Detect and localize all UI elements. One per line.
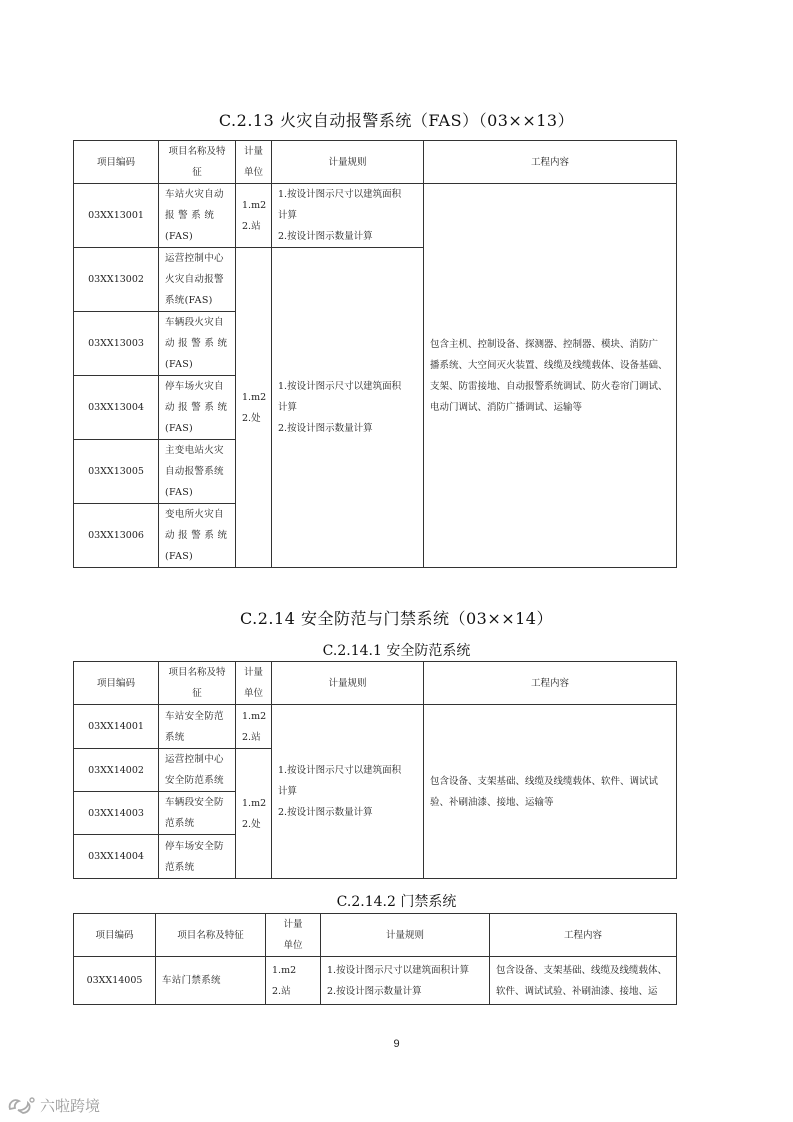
item-code: 03XX14004 [74,835,159,879]
section-title-security-access: C.2.14 安全防范与门禁系统（03××14） [239,609,553,628]
header-rule: 计量规则 [272,662,424,705]
header-content: 工程内容 [490,914,677,957]
fas-table [73,140,677,568]
header-name: 项目名称及特 征 [159,141,236,184]
item-name: 主变电站火灾 自动报警系统 (FAS) [159,440,236,504]
item-name: 运营控制中心 安全防范系统 [159,749,236,792]
table-row [74,705,677,749]
item-unit: 1.m2 2.处 [236,248,272,568]
item-code: 03XX14005 [74,957,156,1005]
item-name: 车辆段火灾自 动 报 警 系 统 (FAS) [159,312,236,376]
work-content: 包含设备、支架基础、线缆及线缆载体、软件、调试试 验、补刷油漆、接地、运输等 [424,705,677,879]
item-name: 车站火灾自动 报 警 系 统 (FAS) [159,184,236,248]
item-name: 车站安全防范 系统 [159,705,236,749]
item-rule: 1.按设计图示尺寸以建筑面积 计算 2.按设计图示数量计算 [272,248,424,568]
page-number: 9 [393,1038,400,1050]
item-code: 03XX14003 [74,792,159,835]
item-code: 03XX13005 [74,440,159,504]
header-rule: 计量规则 [272,141,424,184]
item-rule: 1.按设计图示尺寸以建筑面积 计算 2.按设计图示数量计算 [272,705,424,879]
watermark-logo-icon [6,1095,36,1115]
header-code: 项目编码 [74,914,156,957]
header-unit: 计量 单位 [266,914,321,957]
header-name: 项目名称及特 征 [159,662,236,705]
header-code: 项目编码 [74,141,159,184]
table-row [74,957,677,1005]
item-rule: 1.按设计图示尺寸以建筑面积计算 2.按设计图示数量计算 [321,957,490,1005]
item-name: 车站门禁系统 [156,957,266,1005]
table-header-row [74,914,677,957]
item-code: 03XX13001 [74,184,159,248]
item-name: 车辆段安全防 范系统 [159,792,236,835]
item-unit: 1.m2 2.站 [266,957,321,1005]
item-unit: 1.m2 2.站 [236,705,272,749]
header-name: 项目名称及特征 [156,914,266,957]
header-rule: 计量规则 [321,914,490,957]
item-code: 03XX13006 [74,504,159,568]
item-code: 03XX14002 [74,749,159,792]
item-unit: 1.m2 2.处 [236,749,272,879]
header-unit: 计量 单位 [236,141,272,184]
section-title-fas: C.2.13 火灾自动报警系统（FAS）（03××13） [218,111,575,130]
item-rule: 1.按设计图示尺寸以建筑面积 计算 2.按设计图示数量计算 [272,184,424,248]
watermark-text: 六啦跨境 [40,1096,101,1115]
item-code: 03XX13002 [74,248,159,312]
header-content: 工程内容 [424,662,677,705]
subsection-title-security: C.2.14.1 安全防范系统 [322,643,471,659]
work-content: 包含设备、支架基础、线缆及线缆载体、 软件、调试试验、补刷油漆、接地、运 [490,957,677,1005]
watermark [6,1094,100,1116]
access-control-table [73,913,677,1005]
table-header-row [74,141,677,184]
header-code: 项目编码 [74,662,159,705]
work-content: 包含主机、控制设备、探测器、控制器、模块、消防广 播系统、大空间灭火装置、线缆及线缆载体、设备基础、 支架、防雷接地、自动报警系统调试、防火卷帘门调试、 电动门调试、消防广播调试、运输等 [424,184,677,568]
header-unit: 计量 单位 [236,662,272,705]
item-name: 停车场安全防 范系统 [159,835,236,879]
item-name: 变电所火灾自 动 报 警 系 统 (FAS) [159,504,236,568]
item-code: 03XX14001 [74,705,159,749]
table-header-row [74,662,677,705]
item-unit: 1.m2 2.站 [236,184,272,248]
security-table [73,661,677,879]
item-name: 停车场火灾自 动 报 警 系 统 (FAS) [159,376,236,440]
item-code: 03XX13003 [74,312,159,376]
subsection-title-access-control: C.2.14.2 门禁系统 [336,894,457,910]
item-name: 运营控制中心 火灾自动报警 系统(FAS) [159,248,236,312]
table-row [74,184,677,248]
item-code: 03XX13004 [74,376,159,440]
header-content: 工程内容 [424,141,677,184]
